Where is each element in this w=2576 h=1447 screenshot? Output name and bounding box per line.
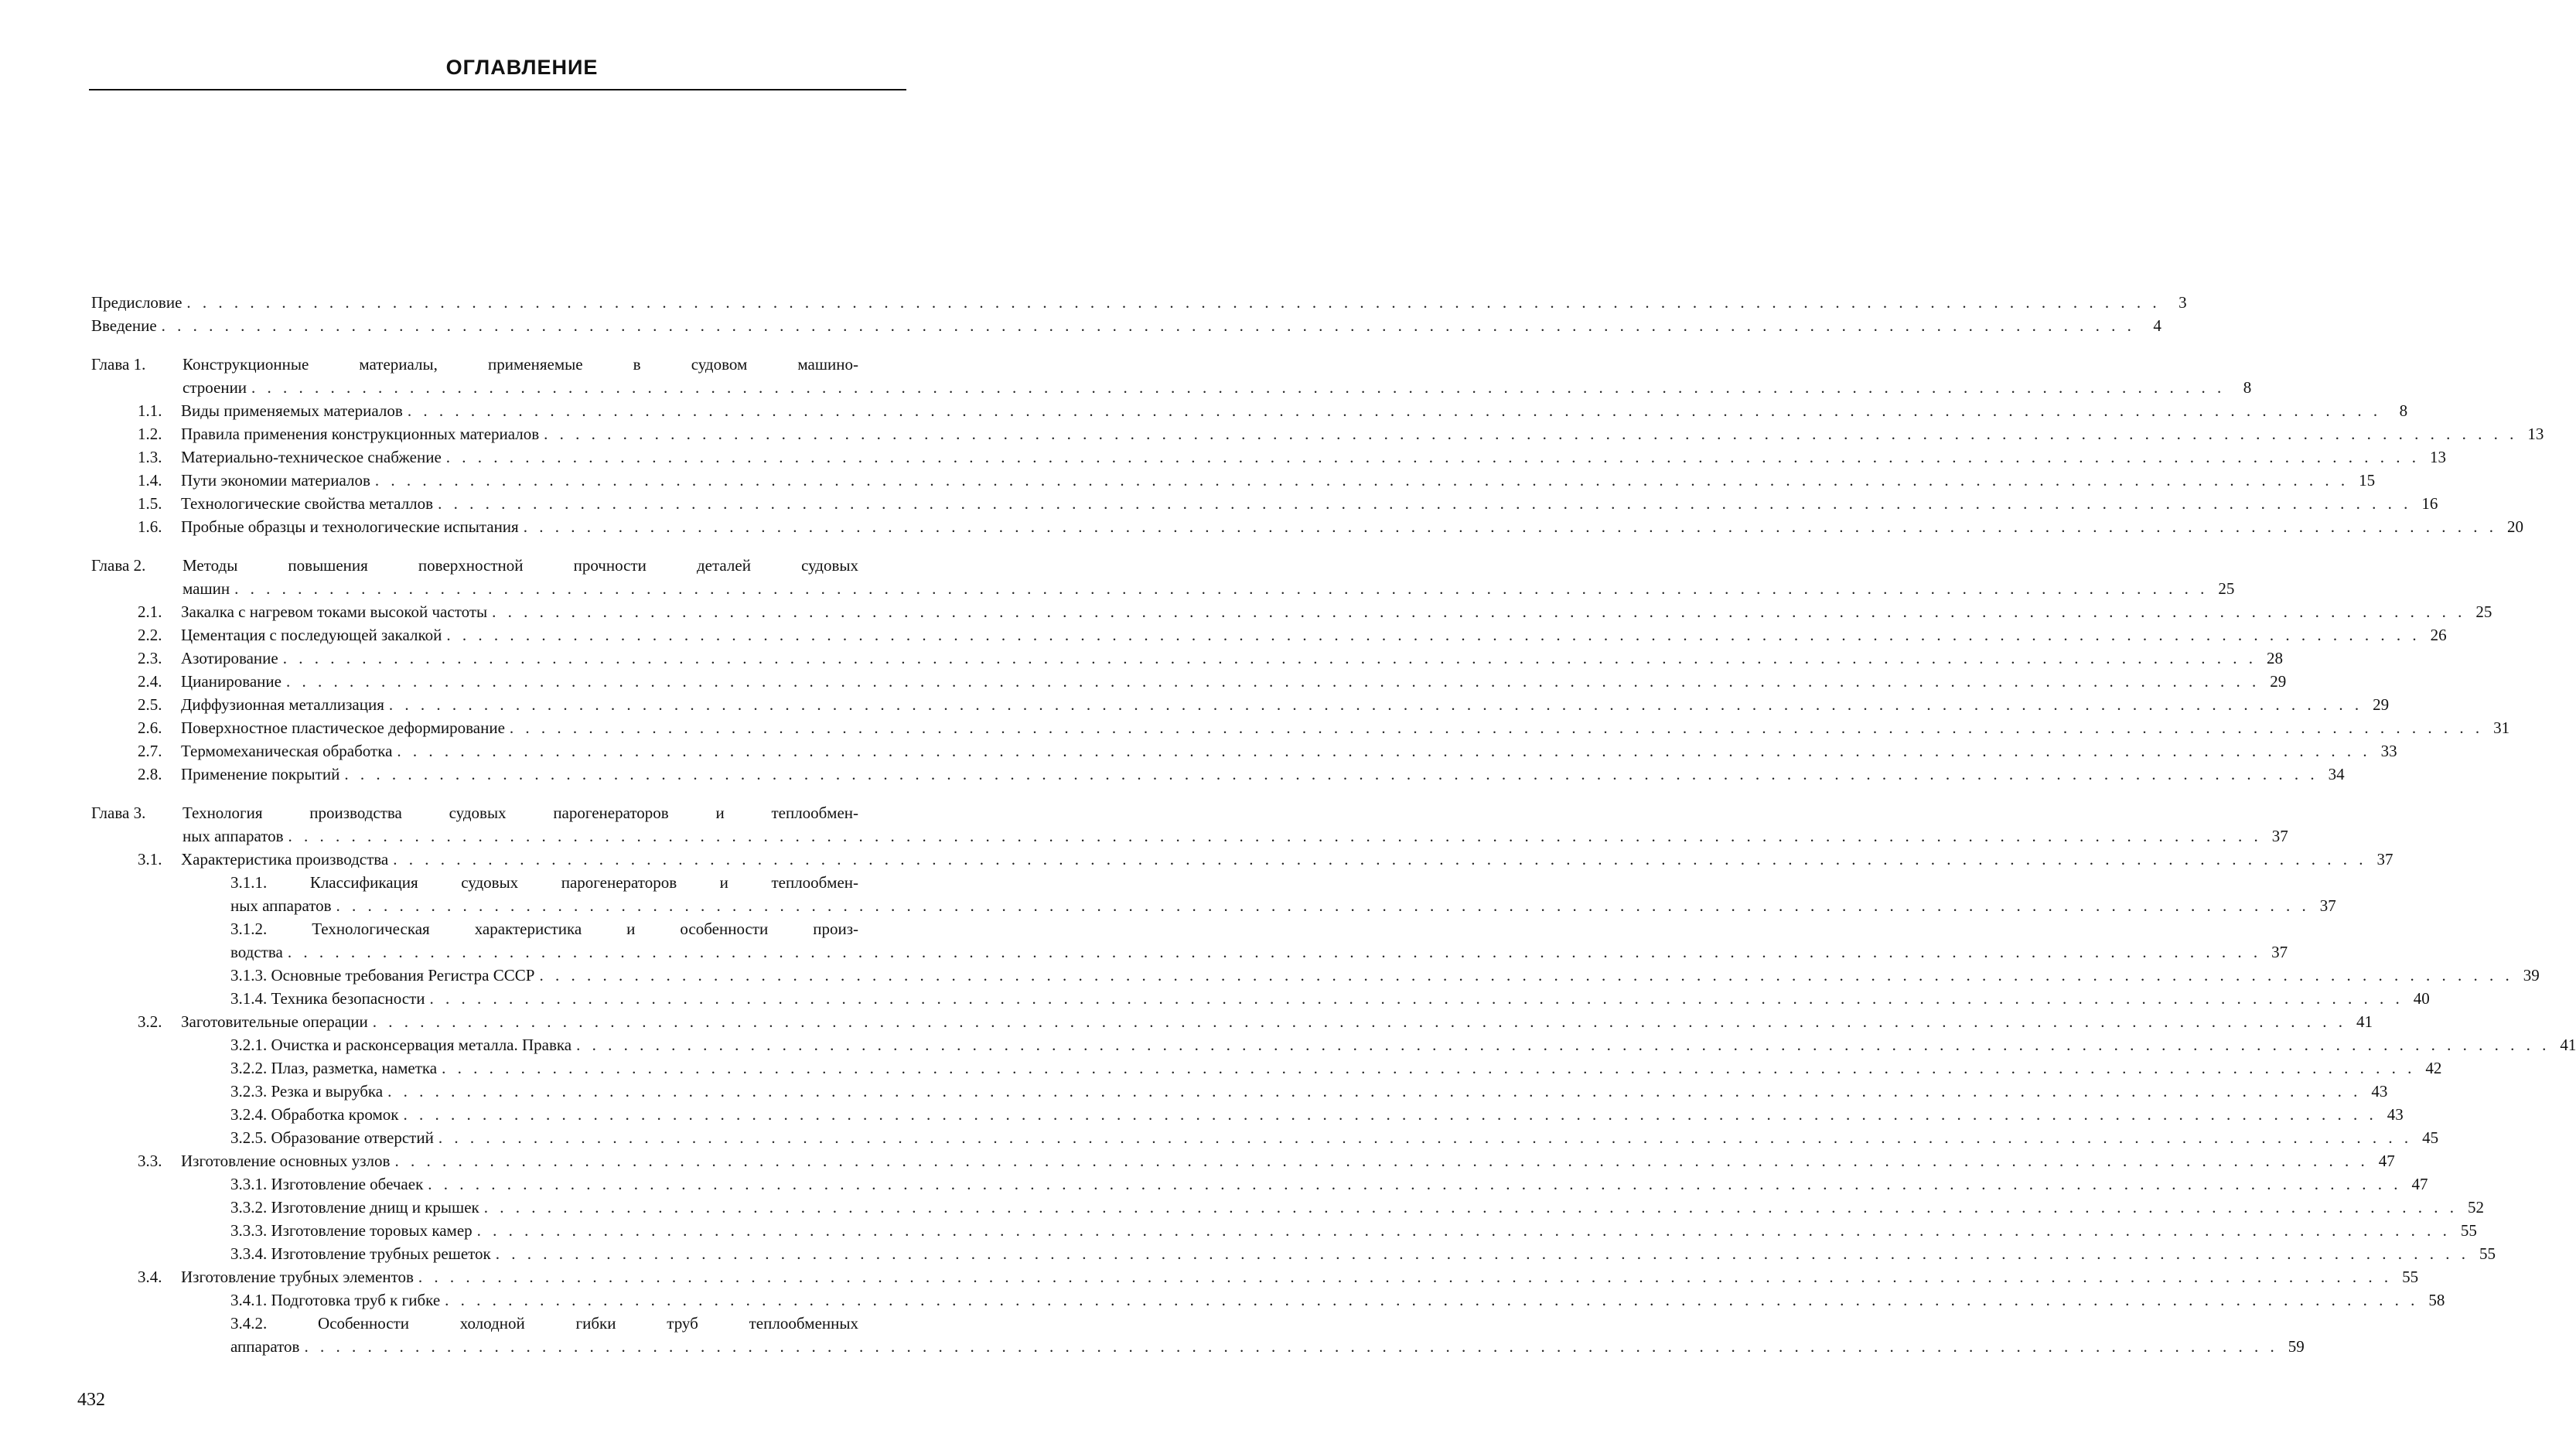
entry-text: Пробные образцы и технологические испытания	[181, 517, 519, 536]
entry-page: 16	[2421, 494, 2438, 513]
toc-section-3-2[interactable]	[91, 1010, 2373, 1033]
leader-dots	[576, 1033, 2550, 1056]
section-number: 1.1.	[138, 401, 162, 420]
leader-dots	[234, 577, 2208, 600]
leader-dots	[375, 469, 2349, 492]
leader-dots	[394, 1149, 2368, 1172]
toc-subentry[interactable]	[91, 964, 2540, 987]
entry-page: 47	[2411, 1175, 2428, 1193]
chapter-1-heading[interactable]	[91, 353, 889, 376]
entry-text-line2: ных аппаратов	[230, 896, 332, 915]
leader-dots	[442, 1056, 2415, 1080]
leader-dots	[445, 1288, 2418, 1312]
entry-text: 3.3.1. Изготовление обечаек	[230, 1175, 424, 1193]
chapter-2-heading[interactable]	[91, 554, 889, 577]
section-number: 1.5.	[138, 494, 162, 513]
entry-text: Азотирование	[181, 649, 278, 667]
entry-text: 3.3.2. Изготовление днищ и крышек	[230, 1198, 479, 1217]
entry-page: 15	[2359, 471, 2376, 490]
toc-subentry[interactable]	[91, 1172, 2428, 1196]
section-number: 2.7.	[138, 742, 162, 760]
section-number: 3.2.	[138, 1012, 162, 1031]
entry-page: 42	[2425, 1059, 2442, 1077]
toc-section-3-1[interactable]	[91, 848, 2393, 871]
leader-dots	[344, 763, 2318, 786]
entry-text: 3.4.1. Подготовка труб к гибке	[230, 1291, 441, 1309]
leader-dots	[446, 623, 2420, 647]
toc-entry[interactable]	[91, 739, 2397, 763]
toc-subentry[interactable]	[91, 987, 2430, 1010]
entry-page: 37	[2271, 943, 2288, 961]
toc-entry[interactable]	[91, 600, 2492, 623]
leader-dots	[404, 1103, 2377, 1126]
leader-dots	[430, 987, 2404, 1010]
leader-dots	[393, 848, 2366, 871]
page-number: 432	[77, 1390, 105, 1410]
toc-entry-preface[interactable]	[91, 291, 2187, 314]
toc-subentry[interactable]	[91, 1033, 2576, 1056]
entry-page: 26	[2430, 626, 2447, 644]
chapter-title-line1: Конструкционные материалы, применяемые в судовом машино-	[183, 355, 858, 374]
entry-text: Термомеханическая обработка	[181, 742, 393, 760]
toc-subentry[interactable]	[91, 1103, 2404, 1126]
entry-page: 58	[2428, 1291, 2445, 1309]
entry-text: Диффузионная металлизация	[181, 695, 384, 714]
leader-dots	[389, 693, 2363, 716]
entry-text: Закалка с нагревом токами высокой частоты	[181, 602, 488, 621]
toc-entry[interactable]	[91, 647, 2283, 670]
entry-text: 3.2.4. Обработка кромок	[230, 1105, 399, 1124]
toc-subentry[interactable]	[91, 1126, 2439, 1149]
chapter-number: Глава 3.	[91, 804, 146, 822]
toc-section-3-3[interactable]	[91, 1149, 2395, 1172]
entry-page: 13	[2430, 448, 2447, 466]
leader-dots	[524, 515, 2497, 538]
leader-dots	[438, 492, 2411, 515]
entry-text: 3.3.3. Изготовление торовых камер	[230, 1221, 473, 1240]
leader-dots	[251, 376, 2225, 399]
entry-page: 41	[2560, 1036, 2576, 1054]
chapter-number: Глава 2.	[91, 556, 146, 575]
leader-dots	[544, 422, 2517, 445]
toc-subentry-cont[interactable]	[91, 940, 2288, 964]
chapter-title-line2: ных аппаратов	[183, 827, 284, 845]
chapter-title-line2: строении	[183, 378, 247, 397]
toc-entry[interactable]	[91, 445, 2447, 469]
entry-text: Пути экономии материалов	[181, 471, 370, 490]
toc-subentry[interactable]	[91, 1312, 889, 1335]
entry-page: 45	[2422, 1128, 2439, 1147]
leader-dots	[286, 670, 2260, 693]
entry-text: 3.3.4. Изготовление трубных решеток	[230, 1244, 491, 1263]
leader-dots	[477, 1219, 2451, 1242]
entry-page: 41	[2356, 1012, 2373, 1031]
entry-page: 29	[2373, 695, 2390, 714]
entry-text: 3.1.4. Техника безопасности	[230, 989, 425, 1008]
entry-page: 43	[2387, 1105, 2404, 1124]
section-number: 1.6.	[138, 517, 162, 536]
leader-dots	[446, 445, 2420, 469]
entry-page: 13	[2527, 425, 2544, 443]
chapter-title-line1: Методы повышения поверхностной прочности деталей судовых	[183, 556, 858, 575]
section-number: 3.3.	[138, 1152, 162, 1170]
entry-page: 4	[2153, 316, 2161, 335]
toc-subentry[interactable]	[91, 917, 889, 940]
entry-page: 29	[2270, 672, 2287, 691]
section-number: 1.3.	[138, 448, 162, 466]
leader-dots	[336, 894, 2310, 917]
entry-text: Характеристика производства	[181, 850, 389, 869]
leader-dots	[288, 824, 2262, 848]
entry-page: 55	[2479, 1244, 2496, 1263]
entry-page: 34	[2328, 765, 2345, 783]
entry-text-line1: 3.4.2. Особенности холодной гибки труб теплообменных	[230, 1314, 858, 1333]
entry-text: Виды применяемых материалов	[181, 401, 403, 420]
toc-entry[interactable]	[91, 623, 2447, 647]
entry-text: 3.2.3. Резка и вырубка	[230, 1082, 384, 1101]
entry-page: 28	[2266, 649, 2283, 667]
toc-subentry[interactable]	[91, 1288, 2445, 1312]
table-of-contents	[91, 291, 2576, 1358]
entry-text-line2: аппаратов	[230, 1337, 300, 1356]
leader-dots	[492, 600, 2465, 623]
entry-text: Поверхностное пластическое деформирование	[181, 718, 505, 737]
entry-text: Изготовление трубных элементов	[181, 1268, 414, 1286]
page-title: ОГЛАВЛЕНИЕ	[445, 56, 599, 79]
entry-page: 25	[2218, 579, 2235, 598]
leader-dots	[496, 1242, 2469, 1265]
section-number: 2.4.	[138, 672, 162, 691]
title-rule	[89, 89, 906, 90]
entry-page: 20	[2506, 517, 2523, 536]
section-number: 2.8.	[138, 765, 162, 783]
leader-dots	[397, 739, 2370, 763]
chapter-2-heading-cont[interactable]	[91, 577, 2235, 600]
entry-text: Цементация с последующей закалкой	[181, 626, 442, 644]
toc-entry[interactable]	[91, 763, 2345, 786]
entry-page: 37	[2376, 850, 2393, 869]
toc-section-3-4[interactable]	[91, 1265, 2419, 1288]
entry-page: 8	[2399, 401, 2408, 420]
leader-dots	[373, 1010, 2346, 1033]
leader-dots	[162, 314, 2135, 337]
toc-subentry[interactable]	[91, 1242, 2496, 1265]
entry-text: Цианирование	[181, 672, 281, 691]
toc-entry[interactable]	[91, 670, 2287, 693]
section-number: 3.1.	[138, 850, 162, 869]
entry-page: 59	[2288, 1337, 2305, 1356]
toc-entry[interactable]	[91, 469, 2376, 492]
entry-text: 3.2.1. Очистка и расконсервация металла. Правка	[230, 1036, 572, 1054]
entry-page: 47	[2378, 1152, 2395, 1170]
entry-text: Правила применения конструкционных материалов	[181, 425, 540, 443]
leader-dots	[288, 940, 2261, 964]
entry-page: 55	[2402, 1268, 2419, 1286]
entry-page: 3	[2179, 293, 2187, 312]
chapter-1-heading-cont[interactable]	[91, 376, 2252, 399]
leader-dots	[304, 1335, 2277, 1358]
entry-page: 37	[2271, 827, 2288, 845]
leader-dots	[428, 1172, 2401, 1196]
leader-dots	[484, 1196, 2458, 1219]
entry-page: 33	[2380, 742, 2397, 760]
entry-page: 37	[2319, 896, 2336, 915]
section-number: 2.5.	[138, 695, 162, 714]
entry-page: 8	[2243, 378, 2252, 397]
toc-entry-introduction[interactable]	[91, 314, 2161, 337]
leader-dots	[387, 1080, 2361, 1103]
toc-entry[interactable]	[91, 492, 2438, 515]
leader-dots	[539, 964, 2513, 987]
section-number: 2.1.	[138, 602, 162, 621]
entry-page: 43	[2371, 1082, 2388, 1101]
toc-subentry[interactable]	[91, 1080, 2388, 1103]
section-number: 2.6.	[138, 718, 162, 737]
entry-text-line1: 3.1.1. Классификация судовых парогенераторов и теплообмен-	[230, 873, 858, 892]
section-number: 2.3.	[138, 649, 162, 667]
entry-text: 3.2.5. Образование отверстий	[230, 1128, 434, 1147]
toc-entry[interactable]	[91, 399, 2408, 422]
section-number: 2.2.	[138, 626, 162, 644]
section-number: 1.4.	[138, 471, 162, 490]
entry-text: Предисловие	[91, 293, 183, 312]
toc-entry[interactable]	[91, 515, 2523, 538]
entry-page: 52	[2468, 1198, 2484, 1217]
entry-text-line1: 3.1.2. Технологическая характеристика и особенности произ-	[230, 920, 858, 938]
entry-page: 40	[2413, 989, 2430, 1008]
leader-dots	[283, 647, 2257, 670]
leader-dots	[408, 399, 2381, 422]
section-number: 1.2.	[138, 425, 162, 443]
toc-subentry[interactable]	[91, 1056, 2442, 1080]
leader-dots	[186, 291, 2160, 314]
entry-text: Применение покрытий	[181, 765, 340, 783]
leader-dots	[438, 1126, 2412, 1149]
chapter-number: Глава 1.	[91, 355, 146, 374]
entry-text: Заготовительные операции	[181, 1012, 368, 1031]
entry-page: 55	[2460, 1221, 2477, 1240]
entry-text: Изготовление основных узлов	[181, 1152, 391, 1170]
entry-page: 31	[2493, 718, 2510, 737]
entry-page: 39	[2523, 966, 2540, 985]
toc-subentry[interactable]	[91, 871, 889, 894]
entry-page: 25	[2475, 602, 2492, 621]
leader-dots	[418, 1265, 2392, 1288]
chapter-title-line2: машин	[183, 579, 230, 598]
chapter-3-heading-cont[interactable]	[91, 824, 2288, 848]
chapter-title-line1: Технология производства судовых парогенераторов и теплообмен-	[183, 804, 858, 822]
toc-entry[interactable]	[91, 716, 2510, 739]
entry-text: 3.2.2. Плаз, разметка, наметка	[230, 1059, 438, 1077]
section-number: 3.4.	[138, 1268, 162, 1286]
chapter-3-heading[interactable]	[91, 801, 889, 824]
entry-text: Материально-техническое снабжение	[181, 448, 442, 466]
toc-subentry-cont[interactable]	[91, 894, 2336, 917]
entry-text: 3.1.3. Основные требования Регистра СССР	[230, 966, 535, 985]
entry-text-line2: водства	[230, 943, 283, 961]
toc-subentry-cont[interactable]	[91, 1335, 2305, 1358]
entry-text: Технологические свойства металлов	[181, 494, 434, 513]
entry-text: Введение	[91, 316, 157, 335]
toc-subentry[interactable]	[91, 1219, 2477, 1242]
toc-entry[interactable]	[91, 693, 2390, 716]
toc-subentry[interactable]	[91, 1196, 2484, 1219]
toc-entry[interactable]	[91, 422, 2544, 445]
leader-dots	[510, 716, 2483, 739]
